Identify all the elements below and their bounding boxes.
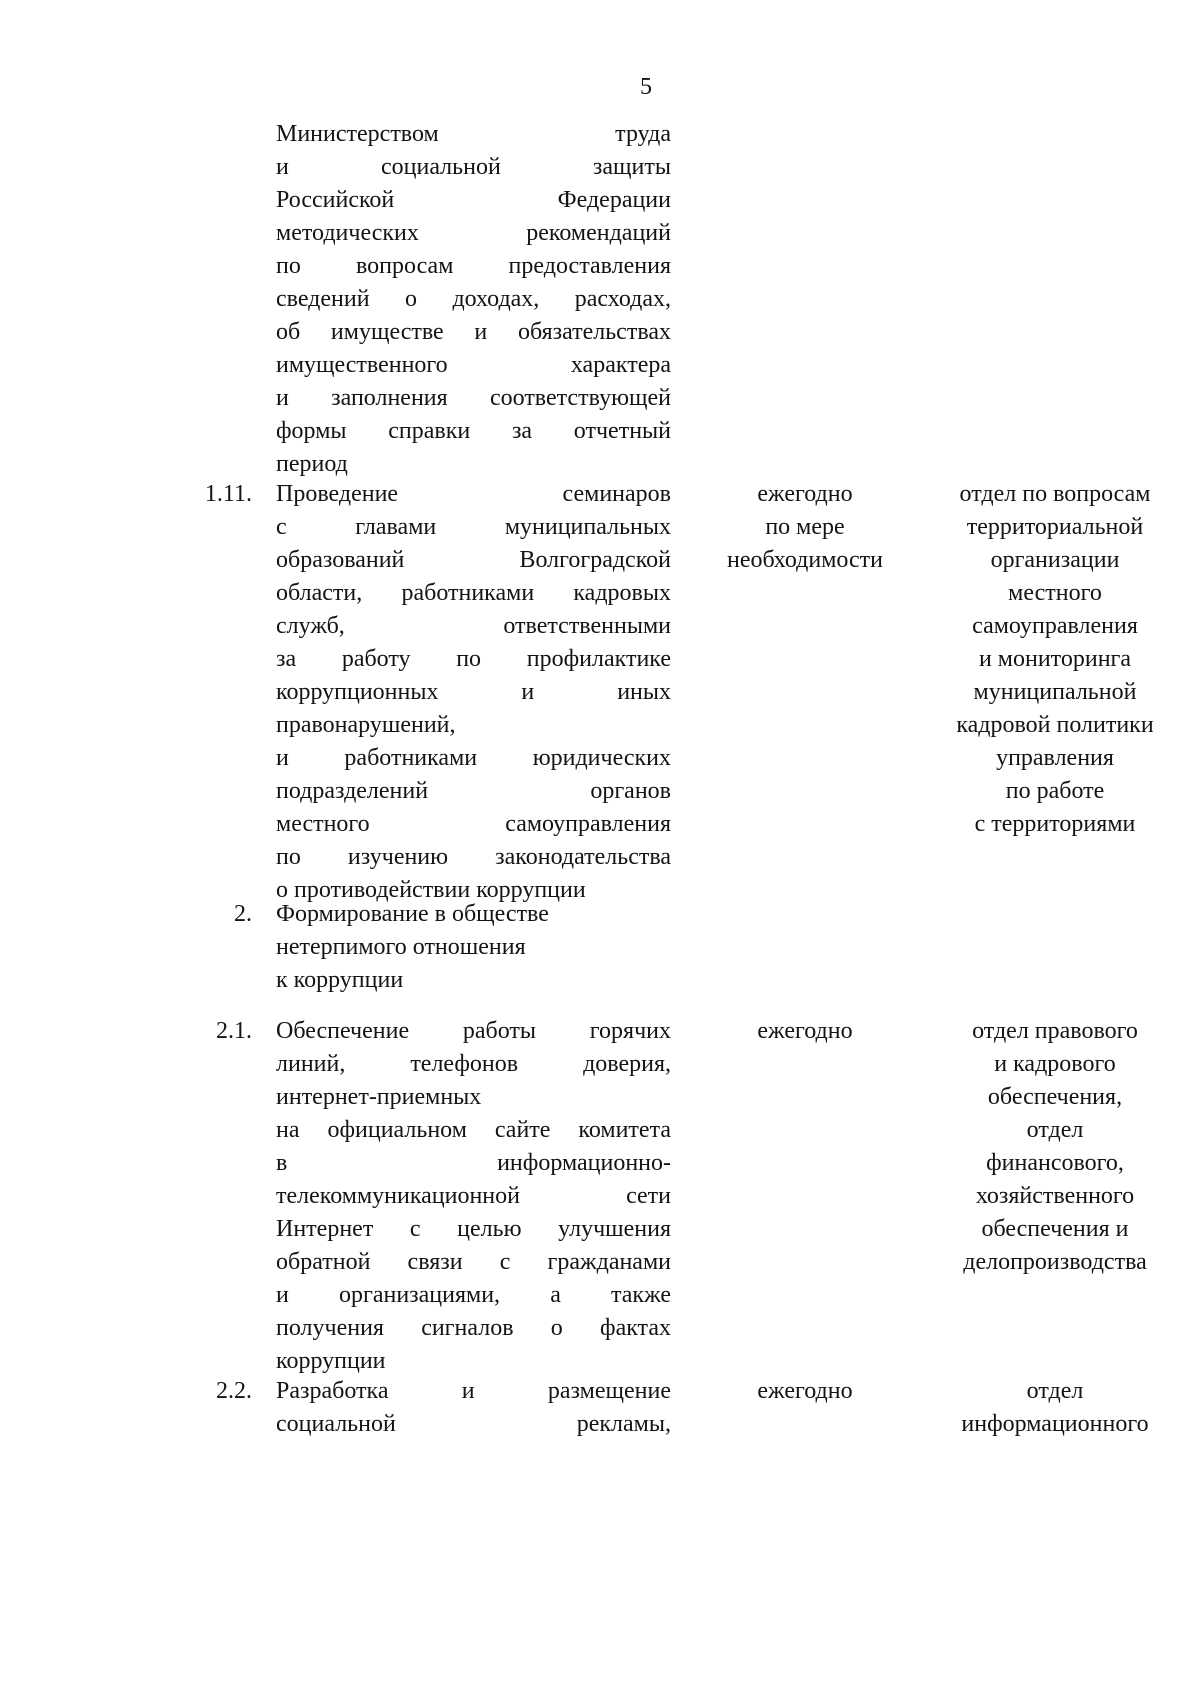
responsible-line: с территориями [974,811,1136,837]
description-line: телекоммуникационной сети [276,1183,671,1209]
row-number: 2. [234,901,252,927]
responsible-line: самоуправления [972,613,1138,639]
responsible-line: и кадрового [994,1051,1116,1077]
description-line: методических рекомендаций [276,220,671,246]
term-line: ежегодно [757,481,853,507]
responsible-line: управления [996,745,1114,771]
row-description [276,118,671,481]
description-line: Проведение семинаров [276,481,671,507]
description-line: Разработка и размещение [276,1378,671,1404]
description-line: период [276,451,348,477]
description-line: и организациями, а также [276,1282,671,1308]
row-number: 1.11. [204,481,252,507]
description-line: имущественного характера [276,352,671,378]
description-line: по изучению законодательства [276,844,671,870]
responsible-line: местного [1008,580,1102,606]
description-line: и работниками юридических [276,745,671,771]
description-line: Обеспечение работы горячих [276,1018,671,1044]
description-line: коррупционных и иных [276,679,671,705]
row-responsible [925,478,1185,841]
description-line: и социальной защиты [276,154,671,180]
term-line: ежегодно [757,1378,853,1404]
description-line: Министерством труда [276,121,671,147]
description-line: нетерпимого отношения [276,934,526,960]
description-line: и заполнения соответствующей [276,385,671,411]
description-line: обратной связи с гражданами [276,1249,671,1275]
responsible-line: финансового, [986,1150,1124,1176]
term-line: необходимости [726,547,883,573]
row-number: 2.2. [216,1378,252,1404]
responsible-line: хозяйственного [975,1183,1135,1209]
description-line: интернет-приемных [276,1084,482,1110]
responsible-line: территориальной [966,514,1144,540]
row-responsible [925,1015,1185,1279]
description-line: коррупции [276,1348,386,1374]
responsible-line: кадровой политики [956,712,1154,738]
responsible-line: делопроизводства [963,1249,1147,1275]
row-term [700,1015,910,1048]
responsible-line: обеспечения, [987,1084,1123,1110]
row-number: 2.1. [216,1018,252,1044]
description-line: об имуществе и обязательствах [276,319,671,345]
term-line: ежегодно [757,1018,853,1044]
responsible-line: муниципальной [973,679,1137,705]
description-line: в информационно- [276,1150,671,1176]
row-description [276,478,671,907]
row-responsible [925,1375,1185,1441]
description-line: подразделений органов [276,778,671,804]
responsible-line: информационного [961,1411,1149,1437]
description-line: с главами муниципальных [276,514,671,540]
description-line: Интернет с целью улучшения [276,1216,671,1242]
responsible-line: отдел [1026,1378,1084,1404]
description-line: Формирование в обществе [276,901,549,927]
description-line: к коррупции [276,967,404,993]
description-line: социальной рекламы, [276,1411,671,1437]
page-number: 5 [640,74,652,100]
description-line: области, работниками кадровых [276,580,671,606]
description-line: по вопросам предоставления [276,253,671,279]
description-line: на официальном сайте комитета [276,1117,671,1143]
row-term [700,478,910,577]
description-line: за работу по профилактике [276,646,671,672]
row-description [276,898,671,997]
description-line: формы справки за отчетный [276,418,671,444]
responsible-line: отдел по вопросам [959,481,1151,507]
description-line: Российской Федерации [276,187,671,213]
row-description [276,1375,671,1441]
description-line: о противодействии коррупции [276,877,586,903]
responsible-line: и мониторинга [978,646,1132,672]
responsible-line: по работе [1005,778,1105,804]
term-line: по мере [765,514,845,540]
description-line: линий, телефонов доверия, [276,1051,671,1077]
description-line: правонарушений, [276,712,456,738]
responsible-line: отдел правового [972,1018,1138,1044]
responsible-line: отдел [1026,1117,1084,1143]
description-line: образований Волгоградской [276,547,671,573]
row-description [276,1015,671,1378]
responsible-line: организации [990,547,1120,573]
description-line: сведений о доходах, расходах, [276,286,671,312]
row-term [700,1375,910,1408]
description-line: получения сигналов о фактах [276,1315,671,1341]
description-line: служб, ответственными [276,613,671,639]
description-line: местного самоуправления [276,811,671,837]
responsible-line: обеспечения и [981,1216,1129,1242]
